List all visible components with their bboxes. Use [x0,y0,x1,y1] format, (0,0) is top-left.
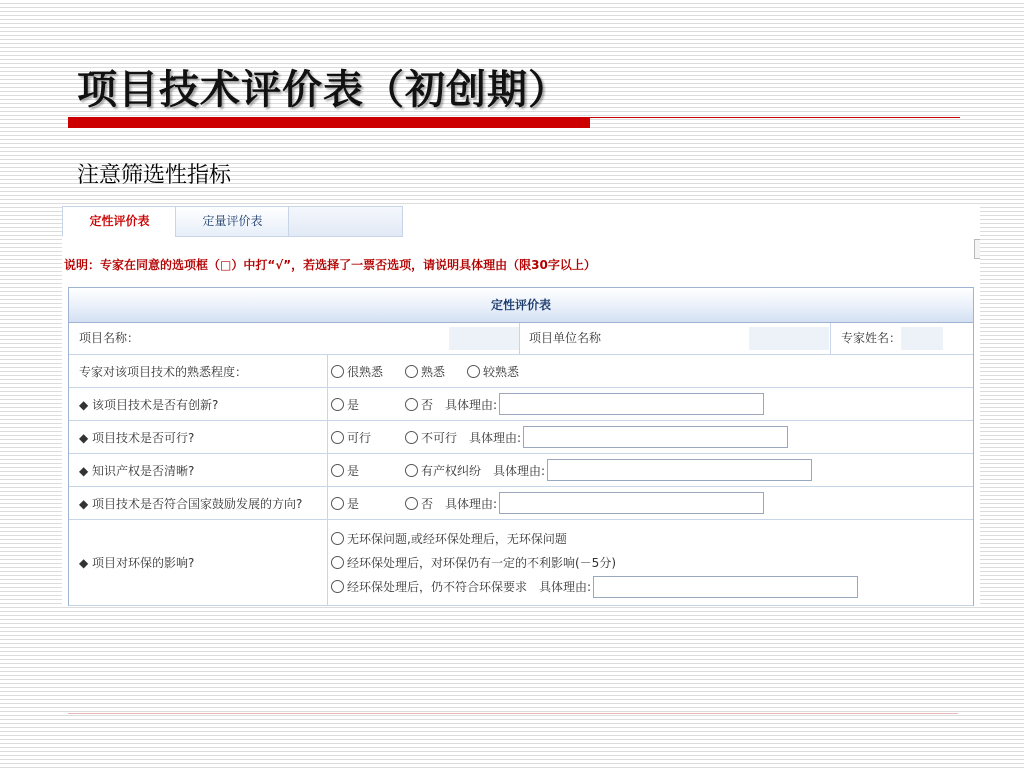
divider [327,454,328,486]
radio-label: 否 [421,496,434,511]
radio-circle-icon [331,556,344,569]
slide-title: 项目技术评价表（初创期） [77,66,569,113]
radio-no[interactable] [405,396,433,413]
radio-ip-dispute[interactable] [405,462,481,479]
reason-input[interactable] [499,393,764,415]
radio-yes[interactable] [331,396,359,413]
tab-quantitative[interactable]: 定量评价表 [175,206,290,237]
question-row-national-direction [69,487,973,520]
radio-circle-icon [467,365,480,378]
divider [327,355,328,387]
radio-feasible[interactable] [331,429,371,446]
title-underline-bar [68,117,590,128]
question-row-environment [69,520,973,606]
radio-not-feasible[interactable] [405,429,457,446]
radio-circle-icon [331,497,344,510]
radio-label: 不可行 [421,430,458,445]
question-row-innovation [69,388,973,421]
unit-name-label: 项目单位名称 [529,331,602,345]
reason-label: 具体理由: [445,397,498,412]
unit-name-value [749,327,829,350]
reason-label: 具体理由: [469,430,522,445]
radio-circle-icon [331,464,344,477]
question-row-ip [69,454,973,487]
radio-label: 较熟悉 [483,364,520,379]
reason-input[interactable] [547,459,812,481]
radio-circle-icon [405,464,418,477]
reason-label: 具体理由: [493,463,546,478]
question-options [331,520,973,605]
option-line [331,530,567,547]
divider [327,487,328,519]
question-options [331,421,973,453]
option-line [331,578,858,595]
question-options [331,487,973,519]
divider [327,388,328,420]
question-options [331,355,973,387]
question-label: ◆ 项目对环保的影响? [79,556,195,570]
radio-circle-icon [331,431,344,444]
question-options [331,454,973,486]
radio-circle-icon [405,398,418,411]
question-label: ◆ 知识产权是否清晰? [79,463,195,478]
radio-fairly-familiar[interactable] [467,363,519,380]
radio-very-familiar[interactable] [331,363,383,380]
radio-label: 无环保问题,或经环保处理后，无环保问题 [347,532,567,546]
question-label: ◆ 项目技术是否可行? [79,430,195,445]
expert-name-value [901,327,943,350]
divider [327,520,328,605]
project-name-value [449,327,519,350]
divider [830,323,831,354]
instruction-note: 说明：专家在同意的选项框（□）中打“√”，若选择了一票否选项，请说明具体理由（限30字以上） [64,258,596,272]
expert-name-label: 专家姓名： [841,331,902,345]
tab-empty [288,206,403,237]
project-name-label: 项目名称： [79,331,140,345]
radio-yes[interactable] [331,462,359,479]
divider [327,421,328,453]
radio-label: 可行 [347,430,372,445]
divider [519,323,520,354]
form-header: 定性评价表 [69,288,973,323]
radio-label: 经环保处理后，仍不符合环保要求 [347,580,528,594]
reason-input[interactable] [523,426,788,448]
footer-line [68,713,958,714]
radio-circle-icon [405,365,418,378]
radio-familiar[interactable] [405,363,445,380]
qualitative-form [68,287,974,606]
title-underline-line [590,117,960,118]
reason-label: 具体理由: [539,580,592,594]
radio-env-impact-minus5[interactable] [331,554,616,571]
info-row [69,323,973,355]
radio-label: 经环保处理后，对环保仍有一定的不利影响(－5分) [347,556,616,570]
question-row-familiarity [69,355,973,388]
scrollbar-edge[interactable] [974,239,980,259]
radio-no-env-issue[interactable] [331,530,567,547]
radio-label: 是 [347,463,360,478]
tab-qualitative[interactable]: 定性评价表 [62,206,177,237]
question-row-feasibility [69,421,973,454]
option-line [331,554,616,571]
radio-label: 很熟悉 [347,364,384,379]
radio-label: 是 [347,397,360,412]
radio-no[interactable] [405,495,433,512]
radio-label: 是 [347,496,360,511]
radio-label: 熟悉 [421,364,446,379]
question-label: ◆ 该项目技术是否有创新? [79,397,219,412]
radio-label: 否 [421,397,434,412]
radio-env-noncompliant[interactable] [331,578,527,595]
radio-yes[interactable] [331,495,359,512]
question-label: 专家对该项目技术的熟悉程度： [79,364,248,379]
question-options [331,388,973,420]
radio-circle-icon [405,497,418,510]
radio-label: 有产权纠纷 [421,463,482,478]
radio-circle-icon [331,580,344,593]
slide-subtitle: 注意筛选性指标 [77,163,232,188]
question-label: ◆ 项目技术是否符合国家鼓励发展的方向? [79,496,303,511]
evaluation-screenshot [62,206,980,606]
radio-circle-icon [331,398,344,411]
radio-circle-icon [405,431,418,444]
reason-input[interactable] [499,492,764,514]
reason-label: 具体理由: [445,496,498,511]
radio-circle-icon [331,532,344,545]
tab-bar [62,206,402,237]
radio-circle-icon [331,365,344,378]
reason-input[interactable] [593,576,858,598]
